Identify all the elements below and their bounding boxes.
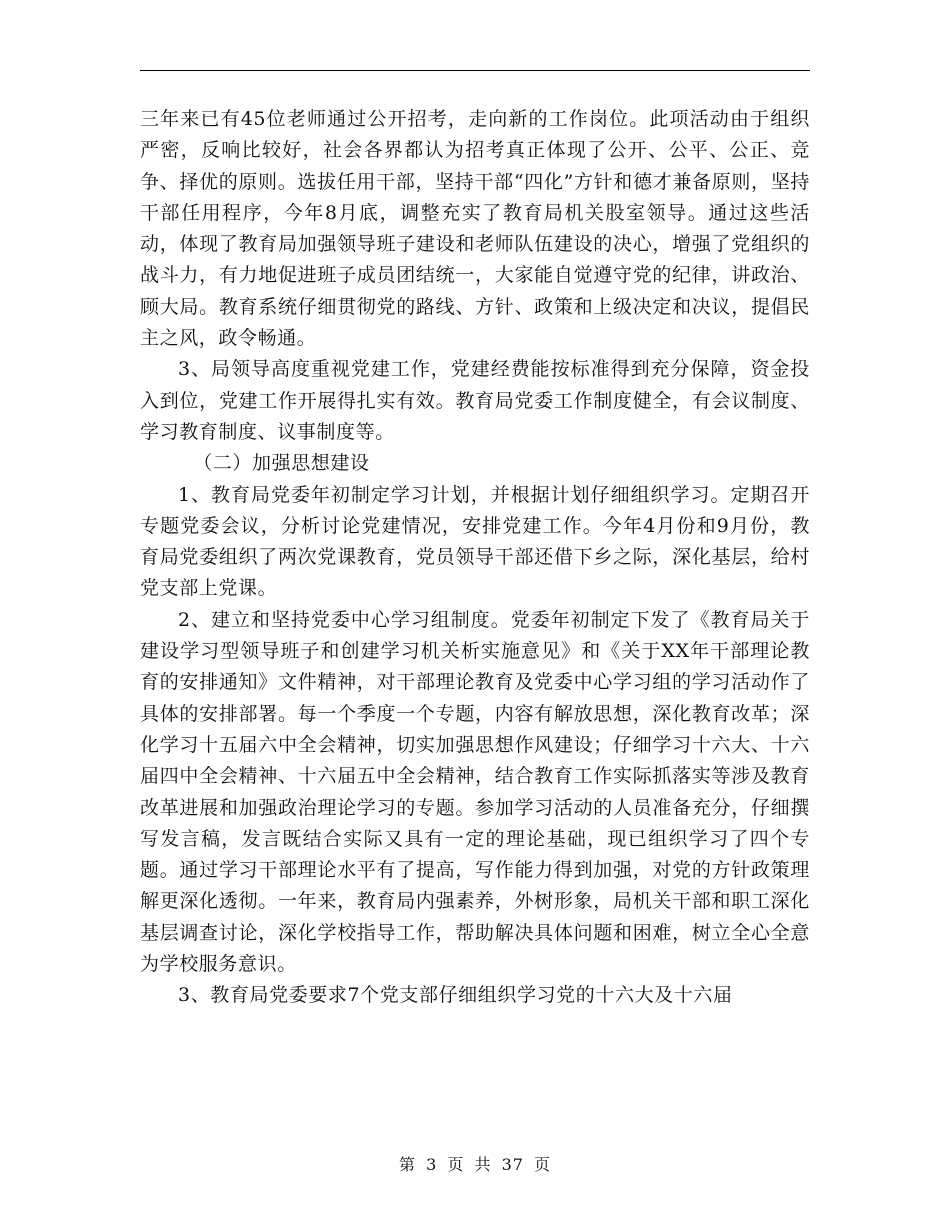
paragraph-item-3: 3、局领导高度重视党建工作，党建经费能按标准得到充分保障，资金投入到位，党建工作开展得扎实有效。教育局党委工作制度健全，有会议制度、学习教育制度、议事制度等。 — [140, 358, 810, 443]
footer-total-word: 共 — [474, 1155, 492, 1174]
paragraph-continuation: 三年来已有45位老师通过公开招考，走向新的工作岗位。此项活动由于组织严密，反响比较好，社会各界都认为招考真正体现了公开、公平、公正、竞争、择优的原则。选拔任用干部，坚持干部“四化”方针和德才兼备原则，坚持干部任用程序，今年8月底，调整充实了教育局机关股室领导。通过这些活动，体现了教育局加强领导班子建设和老师队伍建设的决心，增强了党组织的战斗力，有力地促进班子成员团结统一，大家能自觉遵守党的纪律，讲政治、顾大局。教育系统仔细贯彻党的路线、方针、政策和上级决定和决议，提倡民主之风，政令畅通。 — [140, 108, 810, 350]
footer-page-unit: 页 — [447, 1155, 465, 1174]
footer-total-unit: 页 — [534, 1155, 552, 1174]
footer-total-pages: 37 — [501, 1155, 524, 1174]
paragraph-item-2: 2、建立和坚持党委中心学习组制度。党委年初制定下发了《教育局关于建设学习型领导班子和创建学习机关析实施意见》和《关于XX年干部理论教育的安排通知》文件精神，对干部理论教育及党委中心学习组的学习活动作了具体的安排部署。每一个季度一个专题，内容有解放思想，深化教育改革；深化学习十五届六中全会精神，切实加强思想作风建设；仔细学习十六大、十六届四中全会精神、十六届五中全会精神，结合教育工作实际抓落实等涉及教育改革进展和加强政治理论学习的专题。参加学习活动的人员准备充分，仔细撰写发言稿，发言既结合实际又具有一定的理论基础，现已组织学习了四个专题。通过学习干部理论水平有了提高，写作能力得到加强，对党的方针政策理解更深化透彻。一年来，教育局内强素养，外树形象，局机关干部和职工深化基层调查讨论，深化学校指导工作，帮助解决具体问题和困难，树立全心全意为学校服务意识。 — [140, 608, 810, 976]
footer-page-number: 3 — [426, 1155, 438, 1174]
footer-prefix: 第 — [398, 1155, 416, 1174]
page-footer — [0, 1152, 950, 1175]
section-heading: （二）加强思想建设 — [193, 452, 370, 475]
header-rule — [140, 70, 810, 71]
paragraph-item-1: 1、教育局党委年初制定学习计划，并根据计划仔细组织学习。定期召开专题党委会议，分析讨论党建情况，安排党建工作。今年4月份和9月份，教育局党委组织了两次党课教育，党员领导干部还借下乡之际，深化基层，给村党支部上党课。 — [140, 483, 810, 600]
paragraph-item-3-next: 3、教育局党委要求7个党支部仔细组织学习党的十六大及十六届 — [178, 984, 733, 1007]
document-body — [140, 104, 810, 1012]
